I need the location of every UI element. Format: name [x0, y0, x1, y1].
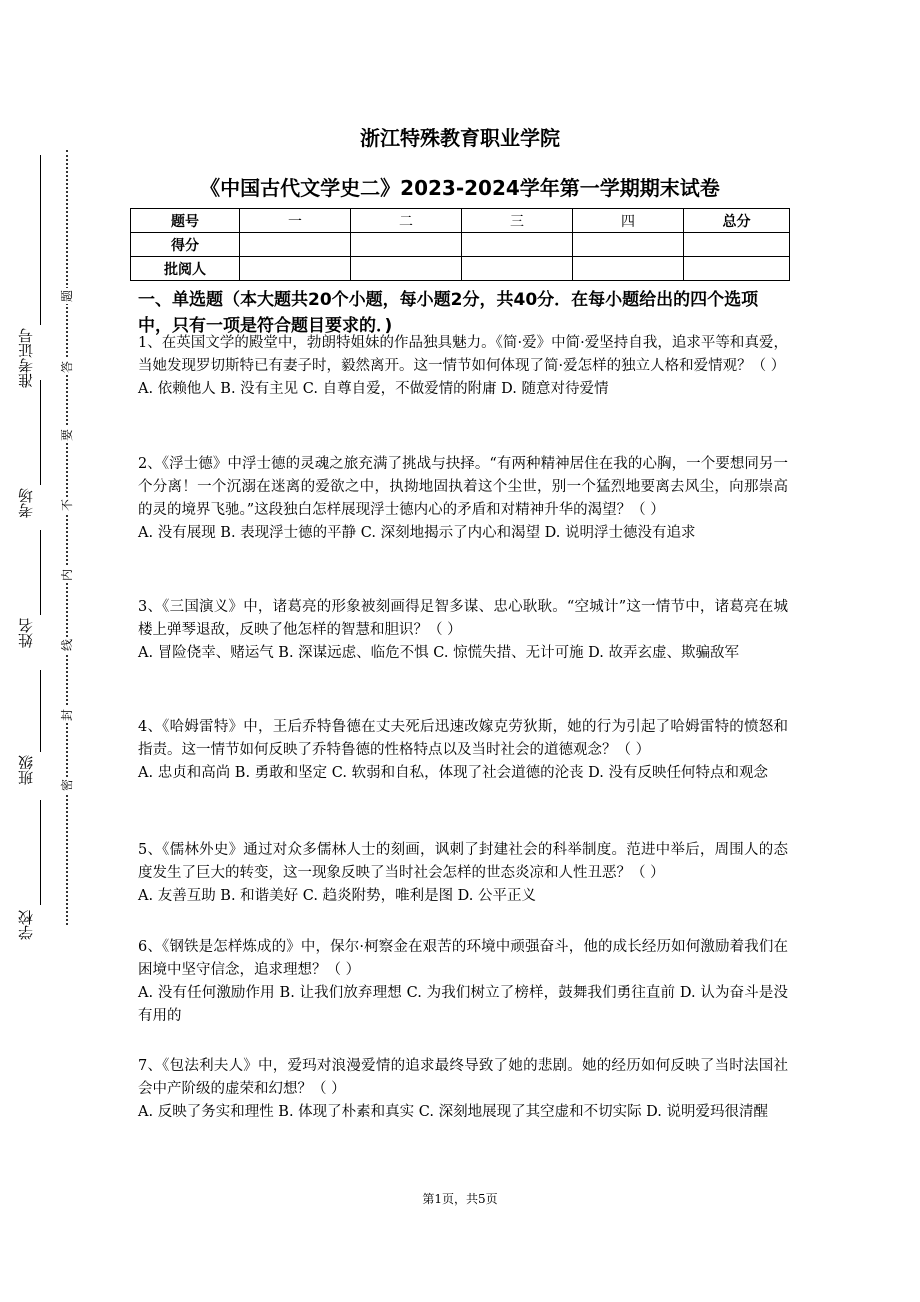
seal-char: 要: [60, 429, 74, 442]
seal-char: 封: [60, 709, 74, 722]
score-header-cell: 三: [462, 209, 573, 233]
question-item: [138, 716, 788, 785]
score-row-label: 批阅人: [131, 257, 240, 281]
score-cell[interactable]: [351, 233, 462, 257]
question-item: [138, 453, 788, 545]
score-cell[interactable]: [240, 257, 351, 281]
score-header-cell: 一: [240, 209, 351, 233]
seal-dotted-line: [66, 150, 68, 925]
question-options: A. 反映了务实和理性 B. 体现了朴素和真实 C. 深刻地展现了其空虚和不切实际 D. 说明爱玛很清醒: [138, 1104, 769, 1120]
question-options: A. 友善互助 B. 和谐美好 C. 趋炎附势，唯利是图 D. 公平正义: [138, 888, 537, 904]
score-header-cell: 四: [573, 209, 684, 233]
score-table-row: [131, 233, 790, 257]
question-stem: 2、《浮士德》中浮士德的灵魂之旅充满了挑战与抉择。“有两种精神居住在我的心胸，一个要想同另一个分离！一个沉溺在迷离的爱欲之中，执拗地固执着这个尘世，别一个猛烈地要离去风尘，向那崇高的灵的境界飞驰。”这段独白怎样展现浮士德内心的矛盾和对精神升华的渴望？（ ）: [138, 456, 788, 518]
question-item: [138, 332, 788, 401]
question-stem: 5、《儒林外史》通过对众多儒林人士的刻画，讽刺了封建社会的科举制度。范进中举后，周围人的态度发生了巨大的转变，这一现象反映了当时社会怎样的世态炎凉和人性丑恶？（ ）: [138, 842, 788, 881]
question-item: [138, 596, 788, 665]
exam-number-line: [40, 155, 41, 325]
question-options: A. 没有展现 B. 表现浮士德的平静 C. 深刻地揭示了内心和渴望 D. 说明浮士德没有追求: [138, 525, 696, 541]
score-header-cell: 总分: [684, 209, 790, 233]
question-stem: 6、《钢铁是怎样炼成的》中，保尔·柯察金在艰苦的环境中顽强奋斗，他的成长经历如何激励着我们在困境中坚守信念，追求理想？（ ）: [138, 939, 788, 978]
school-line: [40, 800, 41, 905]
school-name: 浙江特殊教育职业学院: [360, 126, 560, 150]
score-header-cell: 二: [351, 209, 462, 233]
seal-char: 线: [60, 639, 74, 652]
question-options: A. 忠贞和高尚 B. 勇敢和坚定 C. 软弱和自私，体现了社会道德的沦丧 D. 没有反映任何特点和观念: [138, 765, 769, 781]
name-label: 姓名: [17, 618, 35, 648]
score-header-cell: 题号: [131, 209, 240, 233]
seal-char: 答: [60, 361, 74, 374]
question-item: [138, 936, 788, 1028]
exam-room-label: 考场: [17, 488, 35, 518]
seal-char: 内: [60, 569, 74, 582]
score-cell[interactable]: [573, 233, 684, 257]
question-item: [138, 1055, 788, 1124]
question-item: [138, 839, 788, 908]
question-options: A. 依赖他人 B. 没有主见 C. 自尊自爱，不做爱情的附庸 D. 随意对待爱情: [138, 381, 609, 397]
seal-char: 密: [60, 779, 74, 792]
score-table: [130, 208, 790, 281]
score-table-header-row: [131, 209, 790, 233]
score-cell[interactable]: [351, 257, 462, 281]
class-line: [40, 670, 41, 752]
score-row-label: 得分: [131, 233, 240, 257]
score-cell[interactable]: [684, 257, 790, 281]
score-cell[interactable]: [573, 257, 684, 281]
score-cell[interactable]: [462, 257, 573, 281]
seal-char: 题: [60, 290, 74, 303]
section-heading: 一、单选题（本大题共20个小题，每小题2分，共40分．在每小题给出的四个选项中，只有一项是符合题目要求的．): [138, 290, 759, 336]
question-stem: 4、《哈姆雷特》中，王后乔特鲁德在丈夫死后迅速改嫁克劳狄斯，她的行为引起了哈姆雷特的愤怒和指责。这一情节如何反映了乔特鲁德的性格特点以及当时社会的道德观念？（ ）: [138, 719, 788, 758]
class-label: 班级: [17, 755, 35, 785]
question-stem: 7、《包法利夫人》中，爱玛对浪漫爱情的追求最终导致了她的悲剧。她的经历如何反映了当时法国社会中产阶级的虚荣和幻想？（ ）: [138, 1058, 788, 1097]
score-cell[interactable]: [684, 233, 790, 257]
question-stem: 3、《三国演义》中，诸葛亮的形象被刻画得足智多谋、忠心耿耿。“空城计”这一情节中，诸葛亮在城楼上弹琴退敌，反映了他怎样的智慧和胆识？（ ）: [138, 599, 788, 638]
question-options: A. 没有任何激励作用 B. 让我们放弃理想 C. 为我们树立了榜样，鼓舞我们勇往直前 D. 认为奋斗是没有用的: [138, 985, 788, 1024]
exam-number-label: 准考证号: [17, 328, 35, 388]
seal-char: 不: [60, 499, 74, 512]
question-options: A. 冒险侥幸、赌运气 B. 深谋远虑、临危不惧 C. 惊慌失措、无计可施 D. 故弄玄虚、欺骗敌军: [138, 645, 740, 661]
score-cell[interactable]: [462, 233, 573, 257]
question-stem: 1、在英国文学的殿堂中，勃朗特姐妹的作品独具魅力。《简·爱》中简·爱坚持自我，追求平等和真爱，当她发现罗切斯特已有妻子时，毅然离开。这一情节如何体现了简·爱怎样的独立人格和爱情观？（ ）: [138, 335, 788, 374]
school-label: 学校: [17, 910, 35, 940]
score-table-row: [131, 257, 790, 281]
score-cell[interactable]: [240, 233, 351, 257]
page-number: 第1页，共5页: [422, 1192, 498, 1206]
exam-room-line: [40, 380, 41, 485]
exam-title: 《中国古代文学史二》2023-2024学年第一学期期末试卷: [200, 176, 720, 200]
name-line: [40, 530, 41, 615]
binding-margin: [0, 0, 100, 1302]
